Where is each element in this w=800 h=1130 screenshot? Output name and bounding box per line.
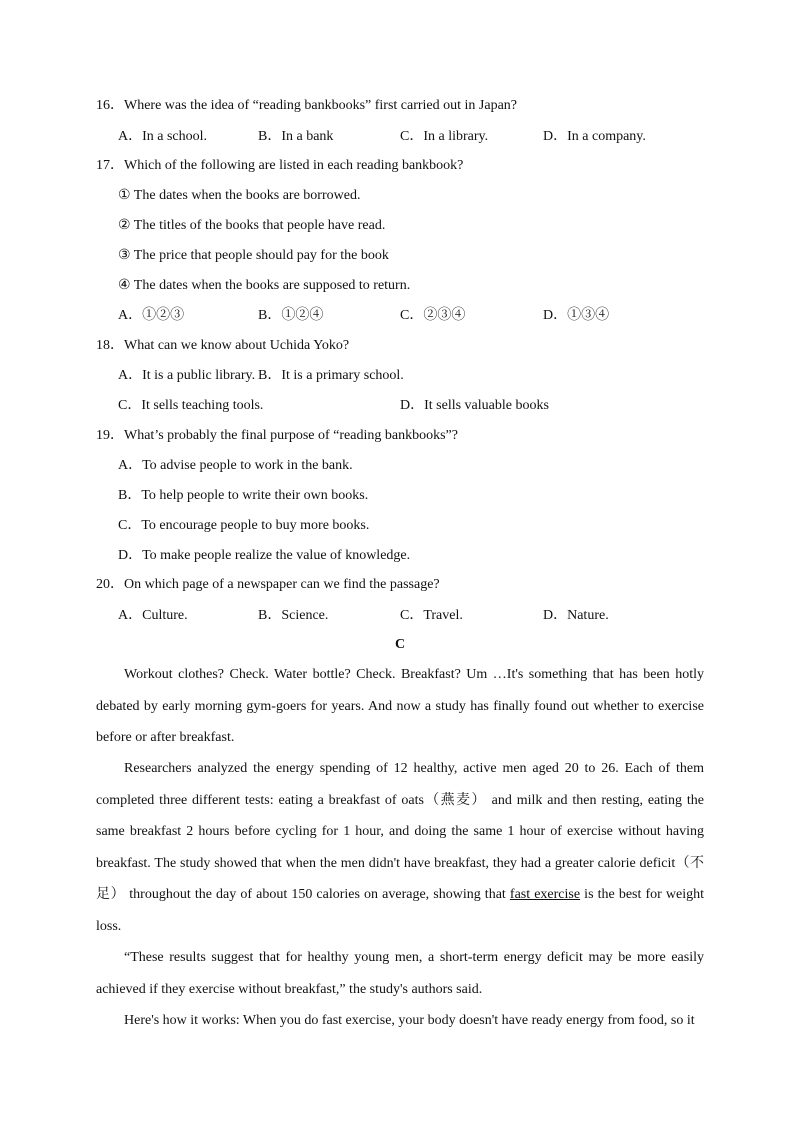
q20-option-d[interactable]: D．Nature. (543, 608, 609, 623)
q17-item-3: ③ The price that people should pay for the book (118, 248, 389, 263)
q18-option-b[interactable]: B．It is a primary school. (258, 368, 404, 383)
q18-option-d[interactable]: D．It sells valuable books (400, 398, 549, 413)
q19-option-d[interactable]: D．To make people realize the value of knowledge. (118, 548, 411, 563)
q16-option-c[interactable]: C．In a library. (400, 129, 489, 144)
underlined-phrase: fast exercise (509, 887, 581, 902)
q17-item-2: ② The titles of the books that people have read. (118, 218, 386, 233)
paragraph-2-text-end: is the best for weight loss. (96, 887, 704, 934)
paragraph-4-text: Here's how it works: When you do fast exercise, your body doesn't have ready energy from food, so it (124, 1013, 695, 1028)
section-heading: C (394, 637, 406, 652)
q16-option-d[interactable]: D．In a company. (543, 129, 646, 144)
question-17-stem: 17．Which of the following are listed in each reading bankbook? (96, 158, 464, 173)
passage-paragraph-4 (96, 1005, 704, 1037)
q19-option-b[interactable]: B．To help people to write their own books. (118, 488, 369, 503)
q20-option-c[interactable]: C．Travel. (400, 608, 463, 623)
q17-item-4: ④ The dates when the books are supposed to return. (118, 278, 411, 293)
question-16-stem: 16．Where was the idea of “reading bankbooks” first carried out in Japan? (96, 98, 518, 113)
q18-option-a[interactable]: A．It is a public library. (118, 368, 256, 383)
q17-item-1: ① The dates when the books are borrowed. (118, 188, 361, 203)
q16-option-b[interactable]: B．In a bank (258, 129, 334, 144)
question-20-stem: 20．On which page of a newspaper can we find the passage? (96, 577, 440, 592)
q19-option-c[interactable]: C．To encourage people to buy more books. (118, 518, 370, 533)
passage-paragraph-1 (96, 659, 704, 754)
q19-option-a[interactable]: A．To advise people to work in the bank. (118, 458, 353, 473)
q17-option-b[interactable]: B．①②④ (258, 308, 324, 323)
q18-option-c[interactable]: C．It sells teaching tools. (118, 398, 264, 413)
q20-option-a[interactable]: A．Culture. (118, 608, 188, 623)
q16-option-a[interactable]: A．In a school. (118, 129, 208, 144)
q17-option-a[interactable]: A．①②③ (118, 308, 185, 323)
passage-paragraph-3 (96, 942, 704, 1005)
q17-option-d[interactable]: D．①③④ (543, 308, 610, 323)
question-19-stem: 19．What’s probably the final purpose of “reading bankbooks”? (96, 428, 458, 443)
paragraph-3-text: “These results suggest that for healthy young men, a short-term energy deficit may be more easily achieved if they exercise without breakfast,” the study's authors said. (96, 950, 704, 997)
question-18-stem: 18．What can we know about Uchida Yoko? (96, 338, 350, 353)
passage-paragraph-2 (96, 753, 704, 942)
paragraph-1-text: Workout clothes? Check. Water bottle? Check. Breakfast? Um …It's something that has been hotly debated by early morning gym-goers for years. And now a study has finally found out whether to exercise before or after breakfast. (96, 667, 704, 745)
paragraph-2-text-start: Researchers analyzed the energy spending of 12 healthy, active men aged 20 to 26. Each of them completed three different tests: eating a breakfast of oats（燕麦） and milk and then resting, eating the same breakfast 2 hours before cycling for 1 hour, and doing the same 1 hour of exercise without having breakfast. The study showed that when the men didn't have breakfast, they had a greater calorie deficit（不足） throughout the day of about 150 calories on average, showing that (96, 761, 704, 902)
q20-option-b[interactable]: B．Science. (258, 608, 329, 623)
q17-option-c[interactable]: C．②③④ (400, 308, 466, 323)
